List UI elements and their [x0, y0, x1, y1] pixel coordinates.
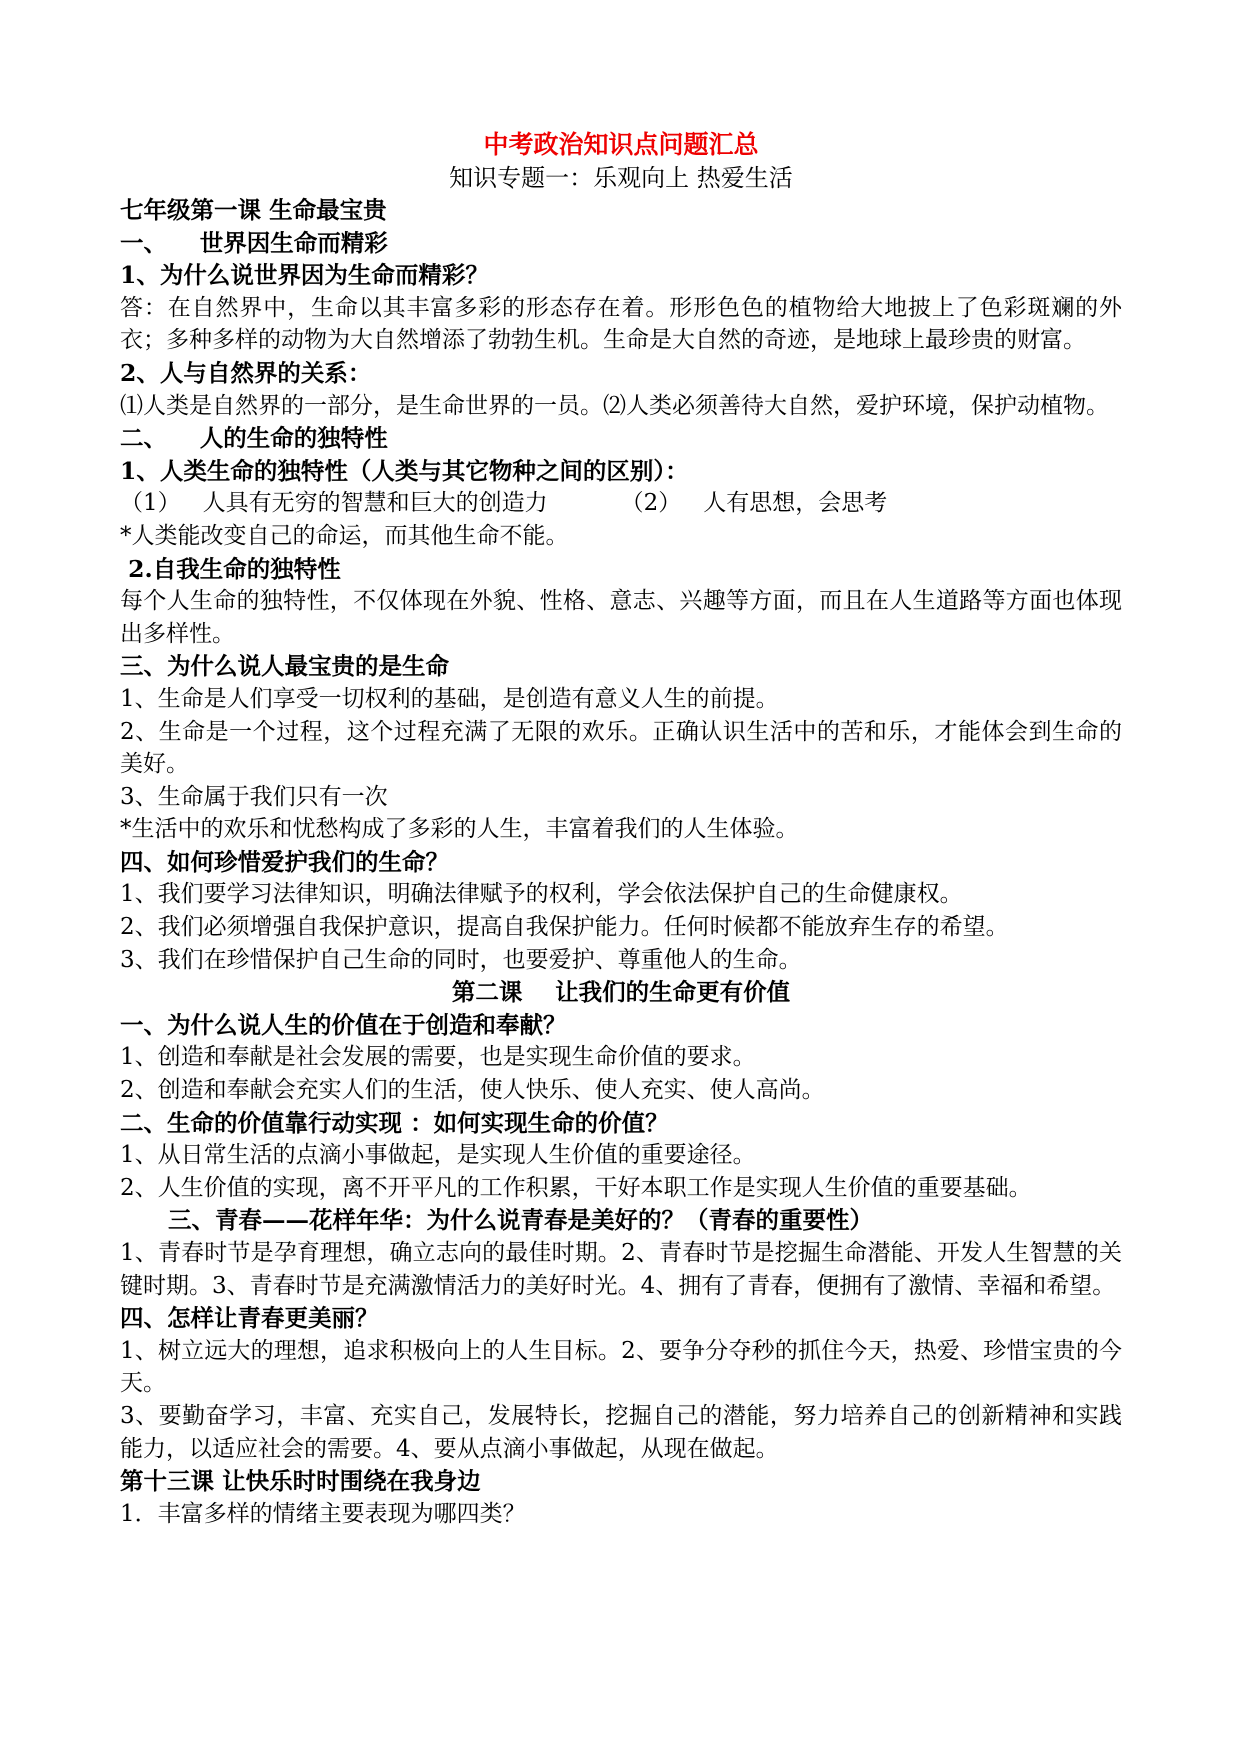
- question-heading: 2.自我生命的独特性: [120, 554, 341, 583]
- answer-paragraph: 每个人生命的独特性，不仅体现在外貌、性格、意志、兴趣等方面，而且在人生道路等方面也体现出多样性。: [120, 588, 1122, 647]
- section-heading: 四、怎样让青春更美丽？: [120, 1304, 379, 1333]
- answer-line: 2、创造和奉献会充实人们的生活，使人快乐、使人充实、使人高尚。: [120, 1077, 825, 1104]
- note-line: *人类能改变自己的命运，而其他生命不能。: [120, 522, 569, 549]
- question-heading: 1、为什么说世界因为生命而精彩？: [120, 261, 489, 290]
- section-heading: 三、青春——花样年华：为什么说青春是美好的？（青春的重要性）: [168, 1206, 873, 1235]
- answer-paragraph: 1、青春时节是孕育理想，确立志向的最佳时期。2、青春时节是挖掘生命潜能、开发人生智慧的关键时期。3、青春时节是充满激情活力的美好时光。4、拥有了青春，便拥有了激情、幸福和希望。: [120, 1240, 1122, 1299]
- document-page: [120, 128, 1122, 1530]
- document-subtitle: 知识专题一：乐观向上 热爱生活: [449, 164, 793, 192]
- lesson-heading: 第二课 让我们的生命更有价值: [451, 978, 791, 1007]
- document-title: 中考政治知识点问题汇总: [483, 130, 759, 159]
- question-heading: 1、人类生命的独特性（人类与其它物种之间的区别）：: [120, 456, 689, 485]
- answer-line: 1、从日常生活的点滴小事做起，是实现人生价值的重要途径。: [120, 1142, 756, 1169]
- note-line: *生活中的欢乐和忧愁构成了多彩的人生，丰富着我们的人生体验。: [120, 816, 799, 843]
- section-heading: 一、 世界因生命而精彩: [120, 228, 388, 257]
- question-heading: 2、人与自然界的关系：: [120, 358, 372, 387]
- answer-line: 1、我们要学习法律知识，明确法律赋予的权利，学会依法保护自己的生命健康权。: [120, 881, 963, 908]
- answer-paragraph: ⑴人类是自然界的一部分，是生命世界的一员。⑵人类必须善待大自然，爱护环境，保护动植物。: [120, 392, 1109, 419]
- answer-line: 3、我们在珍惜保护自己生命的同时，也要爱护、尊重他人的生命。: [120, 946, 802, 973]
- answer-line: （1） 人具有无穷的智慧和巨大的创造力 （2） 人有思想，会思考: [120, 490, 888, 517]
- question-line: 1．丰富多样的情绪主要表现为哪四类？: [120, 1500, 526, 1527]
- lesson-heading: 七年级第一课 生命最宝贵: [120, 196, 387, 224]
- section-heading: 三、为什么说人最宝贵的是生命: [120, 652, 449, 681]
- section-heading: 四、如何珍惜爱护我们的生命？: [120, 847, 449, 876]
- answer-line: 2、人生价值的实现，离不开平凡的工作积累，干好本职工作是实现人生价值的重要基础。: [120, 1174, 1032, 1201]
- answer-line: 1、创造和奉献是社会发展的需要，也是实现生命价值的要求。: [120, 1044, 756, 1071]
- section-heading: 一、为什么说人生的价值在于创造和奉献？: [120, 1010, 567, 1039]
- answer-line: 1、生命是人们享受一切权利的基础，是创造有意义人生的前提。: [120, 685, 779, 712]
- answer-paragraph: 答：在自然界中，生命以其丰富多彩的形态存在着。形形色色的植物给大地披上了色彩斑斓的外衣；多种多样的动物为大自然增添了勃勃生机。生命是大自然的奇迹，是地球上最珍贵的财富。: [120, 294, 1122, 354]
- answer-paragraph: 1、树立远大的理想，追求积极向上的人生目标。2、要争分夺秒的抓住今天，热爱、珍惜宝贵的今天。: [120, 1337, 1122, 1397]
- answer-line: 2、我们必须增强自我保护意识，提高自我保护能力。任何时候都不能放弃生存的希望。: [120, 914, 1009, 941]
- section-heading: 二、 人的生命的独特性: [120, 424, 388, 453]
- answer-line: 3、生命属于我们只有一次: [120, 783, 388, 810]
- answer-paragraph: 3、要勤奋学习，丰富、充实自己，发展特长，挖掘自己的潜能，努力培养自己的创新精神和实践能力，以适应社会的需要。4、要从点滴小事做起，从现在做起。: [120, 1402, 1122, 1462]
- answer-paragraph: 2、生命是一个过程，这个过程充满了无限的欢乐。正确认识生活中的苦和乐，才能体会到生命的美好。: [120, 718, 1122, 778]
- lesson-heading: 第十三课 让快乐时时围绕在我身边: [120, 1467, 481, 1496]
- section-heading: 二、生命的价值靠行动实现 ：如何实现生命的价值？: [120, 1108, 669, 1137]
